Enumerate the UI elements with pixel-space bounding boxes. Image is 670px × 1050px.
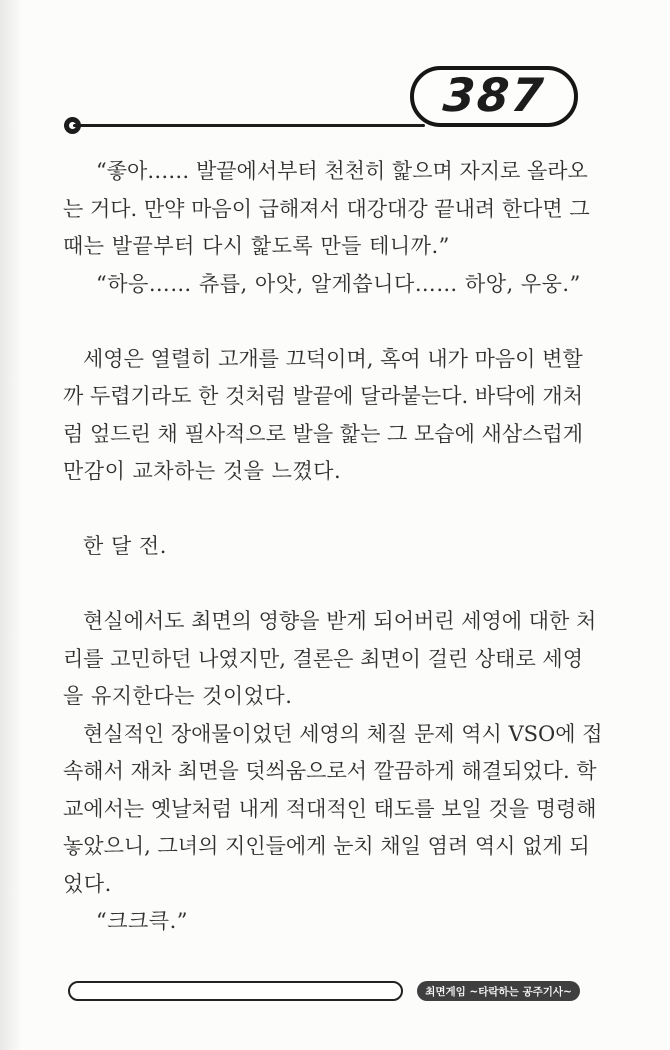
series-title: 최면게임 ~타락하는 공주기사~ [425, 985, 572, 998]
text-line: 속해서 재차 최면을 덧씌움으로서 깔끔하게 해결되었다. 학 [63, 759, 597, 783]
paragraph [63, 903, 567, 941]
text-line: 까 두렵기라도 한 것처럼 발끝에 달라붙는다. 바닥에 개처 [63, 384, 583, 408]
text-line: 럼 엎드린 채 필사적으로 발을 핥는 그 모습에 새삼스럽게 [63, 421, 583, 446]
text-line: 놓았으니, 그녀의 지인들에게 눈치 채일 염려 역시 없게 되 [63, 834, 590, 858]
text-line: 현실적인 장애물이었던 세영의 체질 문제 역시 VSO에 접 [83, 721, 603, 746]
text-line: “하응…… 츄릅, 아앗, 알게씁니다…… 하앙, 우웅.” [96, 271, 581, 296]
text-line: “좋아…… 발끝에서부터 천천히 핥으며 자지로 올라오 [96, 159, 588, 183]
paragraph [63, 528, 567, 566]
page-number-badge [410, 66, 578, 127]
text-line: 는 거다. 만약 마음이 급해져서 대강대강 끝내려 한다면 그 [63, 196, 590, 221]
text-line: 을 유지한다는 것이었다. [63, 684, 293, 708]
text-line: 교에서는 옛날처럼 내게 적대적인 태도를 보일 것을 명령해 [63, 796, 597, 821]
text-line: “크크큭.” [96, 909, 189, 933]
text-line: 현실에서도 최면의 영향을 받게 되어버린 세영에 대한 처 [83, 609, 597, 633]
series-title-badge [417, 981, 580, 1001]
text-line: 한 달 전. [83, 534, 167, 558]
paragraph [63, 266, 581, 304]
text-line: 리를 고민하던 나였지만, 결론은 최면이 걸린 상태로 세영 [63, 646, 583, 671]
paragraph [63, 341, 583, 491]
header-rule [73, 124, 425, 127]
footer-blank-pill [68, 981, 403, 1001]
text-line: 세영은 열렬히 고개를 끄덕이며, 혹여 내가 마음이 변할 [83, 346, 583, 371]
body-text [63, 153, 603, 941]
paragraph [63, 153, 590, 266]
scan-edge-shadow [0, 0, 22, 1050]
text-line: 때는 발끝부터 다시 핥도록 만들 테니까.” [63, 234, 450, 258]
paragraph [63, 716, 603, 904]
text-line: 만감이 교차하는 것을 느꼈다. [63, 459, 342, 483]
page-number: 387 [441, 68, 548, 122]
paragraph [63, 603, 597, 716]
text-line: 었다. [63, 871, 112, 896]
